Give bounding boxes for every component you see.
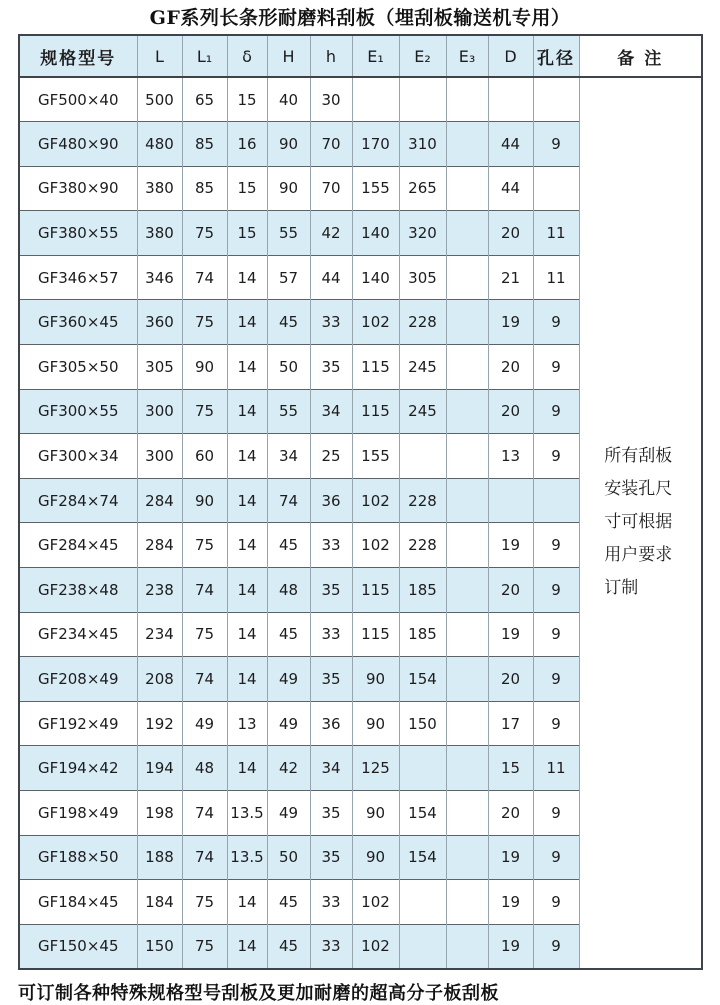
value-cell: 74 [182, 791, 227, 836]
value-cell [446, 924, 488, 969]
value-cell: 9 [533, 568, 579, 613]
value-cell: 9 [533, 835, 579, 880]
value-cell: 19 [488, 612, 533, 657]
value-cell: 19 [488, 835, 533, 880]
value-cell: 11 [533, 255, 579, 300]
column-header-9: E₃ [446, 35, 488, 77]
value-cell [446, 434, 488, 479]
catalog-page [0, 3, 720, 1004]
column-header-5: H [267, 35, 310, 77]
model-cell: GF192×49 [19, 701, 137, 746]
value-cell: 55 [267, 211, 310, 256]
value-cell [446, 345, 488, 390]
model-cell: GF480×90 [19, 122, 137, 167]
value-cell: 44 [488, 122, 533, 167]
value-cell: 49 [267, 657, 310, 702]
value-cell: 14 [227, 568, 267, 613]
value-cell: 45 [267, 880, 310, 925]
value-cell: 11 [533, 746, 579, 791]
value-cell: 50 [267, 835, 310, 880]
value-cell: 14 [227, 880, 267, 925]
value-cell: 9 [533, 657, 579, 702]
value-cell: 13.5 [227, 791, 267, 836]
value-cell [533, 77, 579, 122]
value-cell: 50 [267, 345, 310, 390]
value-cell: 15 [227, 211, 267, 256]
value-cell: 102 [352, 300, 399, 345]
value-cell: 75 [182, 924, 227, 969]
value-cell [488, 478, 533, 523]
value-cell: 45 [267, 523, 310, 568]
value-cell: 45 [267, 612, 310, 657]
value-cell: 228 [399, 523, 446, 568]
remark-cell [579, 77, 702, 969]
value-cell: 9 [533, 880, 579, 925]
value-cell: 170 [352, 122, 399, 167]
value-cell: 35 [310, 791, 352, 836]
value-cell [446, 255, 488, 300]
value-cell: 9 [533, 345, 579, 390]
value-cell: 34 [310, 389, 352, 434]
column-header-8: E₂ [399, 35, 446, 77]
value-cell: 36 [310, 478, 352, 523]
column-header-4: δ [227, 35, 267, 77]
value-cell: 380 [137, 211, 182, 256]
value-cell: 14 [227, 300, 267, 345]
value-cell: 154 [399, 835, 446, 880]
value-cell: 15 [227, 77, 267, 122]
value-cell: 16 [227, 122, 267, 167]
value-cell: 154 [399, 657, 446, 702]
value-cell: 44 [310, 255, 352, 300]
value-cell [446, 478, 488, 523]
value-cell: 75 [182, 300, 227, 345]
value-cell: 9 [533, 389, 579, 434]
value-cell: 48 [267, 568, 310, 613]
table-row [19, 77, 702, 122]
value-cell: 150 [399, 701, 446, 746]
value-cell [446, 657, 488, 702]
value-cell: 14 [227, 924, 267, 969]
value-cell: 44 [488, 166, 533, 211]
value-cell [446, 835, 488, 880]
value-cell: 20 [488, 568, 533, 613]
value-cell [533, 478, 579, 523]
column-header-11: 孔径 [533, 35, 579, 77]
value-cell: 238 [137, 568, 182, 613]
value-cell: 284 [137, 523, 182, 568]
value-cell [533, 166, 579, 211]
value-cell: 75 [182, 523, 227, 568]
value-cell: 70 [310, 122, 352, 167]
value-cell: 30 [310, 77, 352, 122]
value-cell [446, 211, 488, 256]
value-cell [446, 568, 488, 613]
model-cell: GF500×40 [19, 77, 137, 122]
value-cell: 14 [227, 478, 267, 523]
value-cell: 35 [310, 345, 352, 390]
value-cell: 115 [352, 612, 399, 657]
value-cell: 90 [352, 657, 399, 702]
value-cell: 15 [227, 166, 267, 211]
value-cell: 320 [399, 211, 446, 256]
value-cell: 198 [137, 791, 182, 836]
value-cell: 75 [182, 880, 227, 925]
value-cell [352, 77, 399, 122]
value-cell: 34 [267, 434, 310, 479]
value-cell: 19 [488, 300, 533, 345]
value-cell: 20 [488, 345, 533, 390]
value-cell: 102 [352, 880, 399, 925]
value-cell: 192 [137, 701, 182, 746]
column-header-2: L [137, 35, 182, 77]
value-cell: 140 [352, 211, 399, 256]
value-cell: 265 [399, 166, 446, 211]
model-cell: GF284×74 [19, 478, 137, 523]
footer-note: 可订制各种特殊规格型号刮板及更加耐磨的超高分子板刮板 [18, 982, 499, 1004]
value-cell: 90 [352, 835, 399, 880]
value-cell: 75 [182, 389, 227, 434]
value-cell: 115 [352, 345, 399, 390]
value-cell: 13 [227, 701, 267, 746]
model-cell: GF380×55 [19, 211, 137, 256]
model-cell: GF360×45 [19, 300, 137, 345]
value-cell: 33 [310, 924, 352, 969]
column-header-3: L₁ [182, 35, 227, 77]
value-cell: 57 [267, 255, 310, 300]
model-cell: GF184×45 [19, 880, 137, 925]
value-cell: 49 [267, 791, 310, 836]
value-cell: 85 [182, 166, 227, 211]
value-cell: 480 [137, 122, 182, 167]
value-cell: 185 [399, 612, 446, 657]
value-cell: 34 [310, 746, 352, 791]
spec-table [18, 34, 703, 970]
value-cell: 9 [533, 791, 579, 836]
value-cell: 14 [227, 657, 267, 702]
value-cell: 20 [488, 211, 533, 256]
model-cell: GF346×57 [19, 255, 137, 300]
value-cell: 194 [137, 746, 182, 791]
model-cell: GF380×90 [19, 166, 137, 211]
column-header-1: 规格型号 [19, 35, 137, 77]
value-cell: 115 [352, 389, 399, 434]
value-cell [488, 77, 533, 122]
value-cell: 40 [267, 77, 310, 122]
value-cell: 19 [488, 523, 533, 568]
page-title: GF系列长条形耐磨料刮板（埋刮板输送机专用） [149, 7, 571, 29]
value-cell: 70 [310, 166, 352, 211]
value-cell: 155 [352, 166, 399, 211]
value-cell: 14 [227, 434, 267, 479]
value-cell: 188 [137, 835, 182, 880]
value-cell [399, 924, 446, 969]
value-cell: 17 [488, 701, 533, 746]
value-cell [446, 166, 488, 211]
model-cell: GF150×45 [19, 924, 137, 969]
model-cell: GF300×34 [19, 434, 137, 479]
value-cell [446, 746, 488, 791]
model-cell: GF305×50 [19, 345, 137, 390]
value-cell [446, 523, 488, 568]
value-cell: 305 [399, 255, 446, 300]
value-cell: 14 [227, 523, 267, 568]
value-cell: 346 [137, 255, 182, 300]
value-cell: 300 [137, 389, 182, 434]
value-cell: 19 [488, 924, 533, 969]
value-cell: 33 [310, 880, 352, 925]
value-cell: 15 [488, 746, 533, 791]
value-cell: 33 [310, 612, 352, 657]
value-cell: 9 [533, 300, 579, 345]
value-cell: 14 [227, 255, 267, 300]
value-cell [399, 77, 446, 122]
value-cell: 14 [227, 746, 267, 791]
value-cell [446, 300, 488, 345]
value-cell: 35 [310, 568, 352, 613]
value-cell: 115 [352, 568, 399, 613]
model-cell: GF238×48 [19, 568, 137, 613]
value-cell: 42 [267, 746, 310, 791]
value-cell: 20 [488, 657, 533, 702]
value-cell: 74 [182, 835, 227, 880]
value-cell: 9 [533, 701, 579, 746]
value-cell: 75 [182, 211, 227, 256]
value-cell: 245 [399, 389, 446, 434]
value-cell [446, 880, 488, 925]
value-cell: 74 [182, 657, 227, 702]
value-cell: 74 [267, 478, 310, 523]
column-header-10: D [488, 35, 533, 77]
value-cell: 35 [310, 835, 352, 880]
value-cell: 19 [488, 880, 533, 925]
value-cell: 185 [399, 568, 446, 613]
value-cell: 33 [310, 300, 352, 345]
value-cell: 310 [399, 122, 446, 167]
value-cell [446, 791, 488, 836]
value-cell: 20 [488, 791, 533, 836]
value-cell [446, 612, 488, 657]
value-cell: 48 [182, 746, 227, 791]
value-cell: 11 [533, 211, 579, 256]
model-cell: GF208×49 [19, 657, 137, 702]
value-cell: 74 [182, 568, 227, 613]
value-cell: 90 [352, 701, 399, 746]
value-cell: 90 [182, 345, 227, 390]
value-cell: 49 [267, 701, 310, 746]
value-cell: 184 [137, 880, 182, 925]
value-cell: 228 [399, 478, 446, 523]
value-cell [399, 880, 446, 925]
value-cell: 14 [227, 389, 267, 434]
model-cell: GF194×42 [19, 746, 137, 791]
value-cell: 74 [182, 255, 227, 300]
value-cell: 20 [488, 389, 533, 434]
value-cell: 500 [137, 77, 182, 122]
value-cell: 14 [227, 345, 267, 390]
value-cell: 9 [533, 523, 579, 568]
value-cell: 25 [310, 434, 352, 479]
value-cell [399, 434, 446, 479]
value-cell: 60 [182, 434, 227, 479]
value-cell [446, 122, 488, 167]
column-header-6: h [310, 35, 352, 77]
value-cell: 13.5 [227, 835, 267, 880]
column-header-12: 备 注 [579, 35, 702, 77]
value-cell: 380 [137, 166, 182, 211]
value-cell: 45 [267, 924, 310, 969]
value-cell: 33 [310, 523, 352, 568]
value-cell: 36 [310, 701, 352, 746]
value-cell: 9 [533, 434, 579, 479]
value-cell: 42 [310, 211, 352, 256]
value-cell [446, 389, 488, 434]
model-cell: GF198×49 [19, 791, 137, 836]
value-cell: 208 [137, 657, 182, 702]
value-cell: 360 [137, 300, 182, 345]
value-cell [399, 746, 446, 791]
value-cell: 228 [399, 300, 446, 345]
value-cell: 9 [533, 612, 579, 657]
value-cell: 21 [488, 255, 533, 300]
value-cell: 14 [227, 612, 267, 657]
value-cell: 305 [137, 345, 182, 390]
model-cell: GF188×50 [19, 835, 137, 880]
value-cell: 245 [399, 345, 446, 390]
value-cell: 65 [182, 77, 227, 122]
value-cell: 49 [182, 701, 227, 746]
value-cell: 284 [137, 478, 182, 523]
table-header-row [19, 35, 702, 77]
value-cell: 85 [182, 122, 227, 167]
value-cell: 300 [137, 434, 182, 479]
value-cell: 102 [352, 523, 399, 568]
value-cell: 90 [267, 122, 310, 167]
value-cell: 45 [267, 300, 310, 345]
value-cell: 102 [352, 924, 399, 969]
remark-text: 所有刮板安装孔尺寸可根据用户要求订制 [604, 446, 673, 599]
value-cell: 90 [182, 478, 227, 523]
value-cell: 13 [488, 434, 533, 479]
value-cell: 155 [352, 434, 399, 479]
value-cell: 55 [267, 389, 310, 434]
value-cell: 75 [182, 612, 227, 657]
value-cell: 154 [399, 791, 446, 836]
value-cell: 234 [137, 612, 182, 657]
model-cell: GF284×45 [19, 523, 137, 568]
value-cell: 9 [533, 924, 579, 969]
value-cell: 140 [352, 255, 399, 300]
column-header-7: E₁ [352, 35, 399, 77]
value-cell: 90 [267, 166, 310, 211]
value-cell: 35 [310, 657, 352, 702]
value-cell [446, 77, 488, 122]
value-cell: 125 [352, 746, 399, 791]
value-cell: 9 [533, 122, 579, 167]
value-cell: 150 [137, 924, 182, 969]
model-cell: GF234×45 [19, 612, 137, 657]
value-cell: 90 [352, 791, 399, 836]
model-cell: GF300×55 [19, 389, 137, 434]
value-cell [446, 701, 488, 746]
value-cell: 102 [352, 478, 399, 523]
